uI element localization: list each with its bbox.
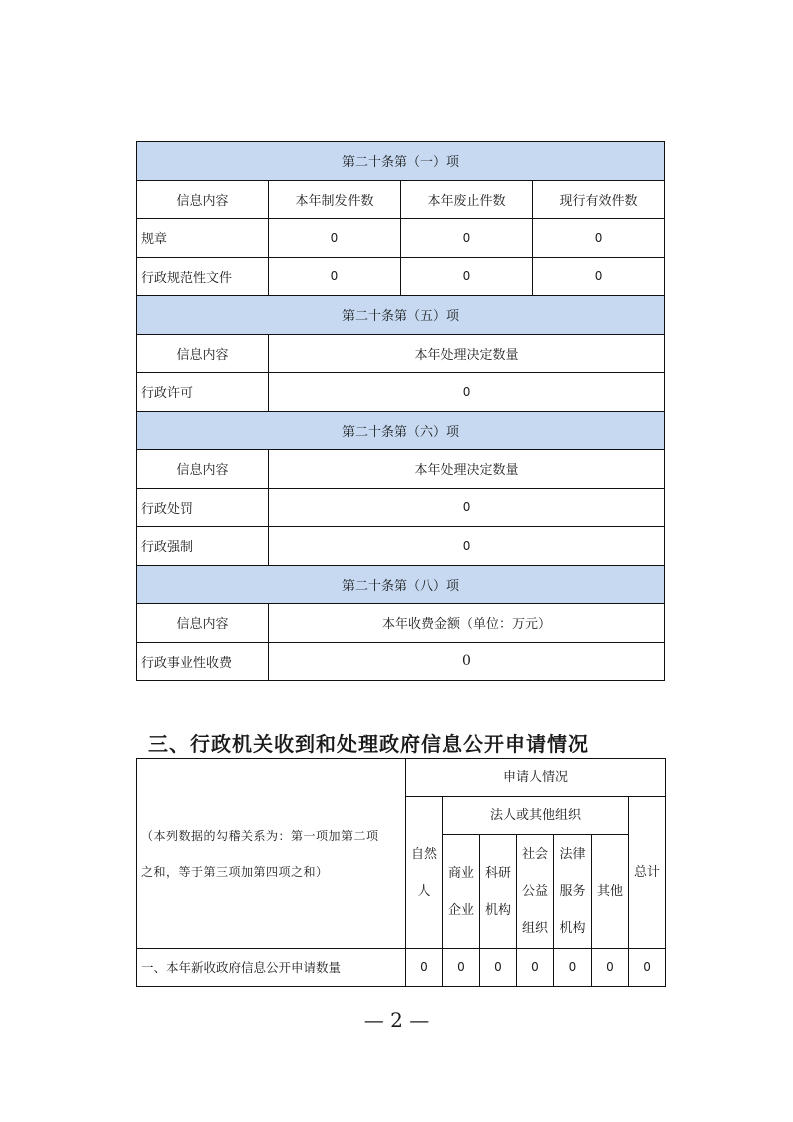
cell-value: 0	[533, 257, 665, 296]
header-line: 机构	[484, 902, 511, 918]
header-line: 法律	[559, 847, 586, 862]
header-line: 自然	[410, 846, 437, 862]
cell-value: 0	[406, 949, 443, 987]
row-label: 规章	[137, 219, 269, 258]
column-header: 本年废止件数	[401, 180, 533, 219]
column-header: 信息内容	[137, 604, 269, 643]
section-1-header-row	[137, 142, 665, 181]
section-5-header: 第二十条第（五）项	[137, 296, 665, 335]
applicant-header-row	[137, 759, 666, 797]
cell-value: 0	[554, 949, 592, 987]
header-line: 组织	[521, 921, 548, 936]
applicant-header: 申请人情况	[406, 759, 666, 797]
table-row	[137, 488, 665, 527]
research-header	[480, 835, 517, 949]
cell-value: 0	[592, 949, 629, 987]
social-header	[517, 835, 554, 949]
header-line: 企业	[447, 902, 474, 918]
page-number: — 2 —	[363, 1008, 430, 1032]
row-label: 行政规范性文件	[137, 257, 269, 296]
header-line: 社会	[521, 847, 548, 862]
column-header: 信息内容	[137, 180, 269, 219]
row-label: 行政强制	[137, 527, 269, 566]
column-header: 本年制发件数	[269, 180, 401, 219]
header-line: 机构	[559, 921, 586, 936]
total-header: 总计	[629, 797, 666, 949]
header-line: 公益	[521, 884, 548, 899]
note-line: 之和，等于第三项加第四项之和）	[141, 864, 329, 879]
cell-value: 0	[269, 642, 665, 681]
other-header: 其他	[592, 835, 629, 949]
cell-value: 0	[533, 219, 665, 258]
table-row	[137, 257, 665, 296]
table-row	[137, 642, 665, 681]
section-1-column-headers	[137, 180, 665, 219]
row-label: 行政处罚	[137, 488, 269, 527]
header-line: 科研	[484, 865, 511, 881]
row-label: 行政事业性收费	[137, 642, 269, 681]
column-header: 信息内容	[137, 450, 269, 489]
cell-value: 0	[269, 373, 665, 412]
table-row	[137, 949, 666, 987]
natural-person-header	[406, 797, 443, 949]
table-row	[137, 219, 665, 258]
note-line: （本列数据的勾稽关系为：第一项加第二项	[141, 828, 379, 843]
section-title: 三、行政机关收到和处理政府信息公开申请情况	[148, 732, 589, 756]
commercial-header	[443, 835, 480, 949]
header-line: 人	[417, 883, 431, 899]
section-5-column-headers	[137, 334, 665, 373]
cell-value: 0	[269, 488, 665, 527]
section-8-header-row	[137, 565, 665, 604]
cell-value: 0	[269, 527, 665, 566]
regulations-table	[136, 141, 665, 681]
cell-value: 0	[629, 949, 666, 987]
header-line: 商业	[447, 865, 474, 881]
cell-value: 0	[401, 219, 533, 258]
row-label: 行政许可	[137, 373, 269, 412]
cell-value: 0	[480, 949, 517, 987]
column-header: 本年收费金额（单位：万元）	[269, 604, 665, 643]
section-1-header: 第二十条第（一）项	[137, 142, 665, 181]
section-8-column-headers	[137, 604, 665, 643]
section-8-header: 第二十条第（八）项	[137, 565, 665, 604]
section-6-header-row	[137, 411, 665, 450]
cell-value: 0	[269, 257, 401, 296]
note-cell	[137, 759, 406, 949]
section-6-column-headers	[137, 450, 665, 489]
applications-table	[136, 758, 666, 987]
row-label: 一、本年新收政府信息公开申请数量	[137, 949, 406, 987]
section-6-header: 第二十条第（六）项	[137, 411, 665, 450]
cell-value: 0	[443, 949, 480, 987]
table-row	[137, 527, 665, 566]
section-5-header-row	[137, 296, 665, 335]
header-line: 服务	[559, 884, 586, 899]
cell-value: 0	[269, 219, 401, 258]
column-header: 信息内容	[137, 334, 269, 373]
column-header: 现行有效件数	[533, 180, 665, 219]
table-row	[137, 373, 665, 412]
cell-value: 0	[401, 257, 533, 296]
legal-group-header: 法人或其他组织	[443, 797, 629, 835]
column-header: 本年处理决定数量	[269, 334, 665, 373]
cell-value: 0	[517, 949, 554, 987]
legal-services-header	[554, 835, 592, 949]
column-header: 本年处理决定数量	[269, 450, 665, 489]
